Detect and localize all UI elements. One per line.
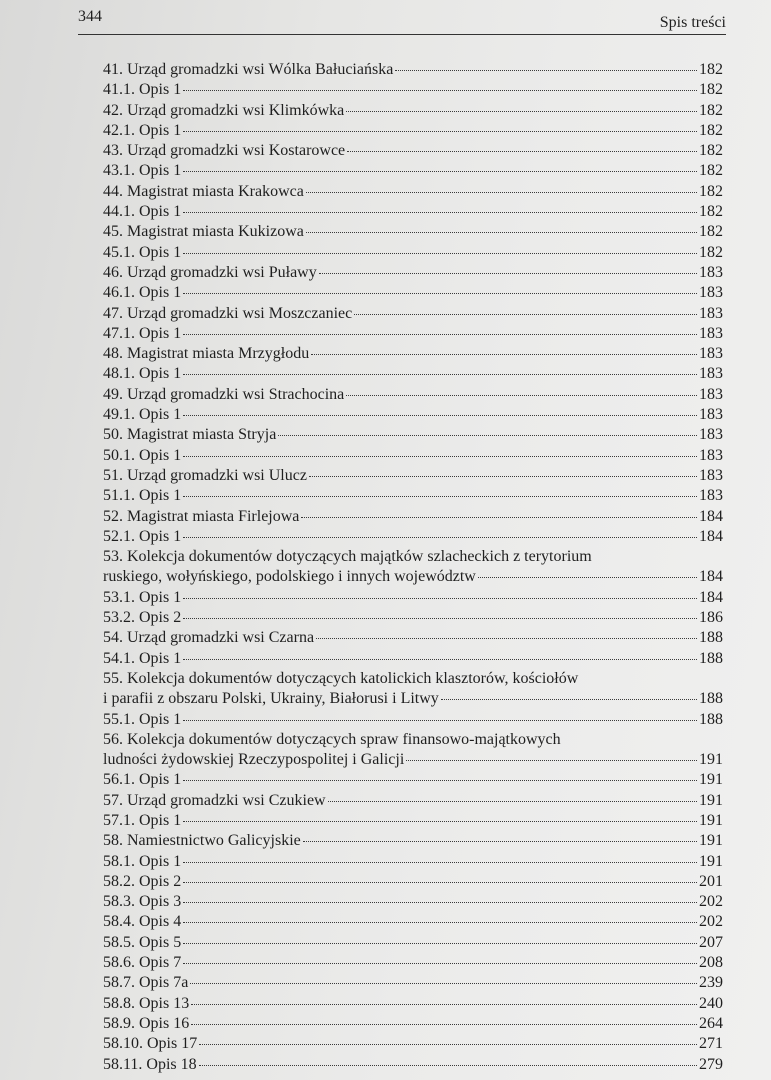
toc-entry <box>103 547 723 588</box>
toc-entry-title: 53.2. Opis 2 <box>103 609 182 627</box>
toc-entry-title: 58.6. Opis 7 <box>103 954 182 972</box>
toc-entry-page-number: 188 <box>699 710 723 728</box>
toc-entry-title: 42.1. Opis 1 <box>103 121 182 139</box>
toc-entry-row <box>103 791 723 811</box>
toc-entry-page-number: 264 <box>699 1014 723 1032</box>
dot-leader <box>183 821 697 822</box>
toc-entry-row <box>103 101 723 121</box>
dot-leader <box>183 618 697 619</box>
toc-entry <box>103 811 723 831</box>
toc-entry-title: 49.1. Opis 1 <box>103 406 182 424</box>
toc-entry-row <box>103 304 723 324</box>
dot-leader <box>183 334 697 335</box>
toc-entry-title: 43.1. Opis 1 <box>103 162 182 180</box>
toc-entry-title: 50. Magistrat miasta Stryja <box>103 426 277 444</box>
dot-leader <box>183 943 697 944</box>
toc-entry <box>103 324 723 344</box>
toc-entry-row <box>103 364 723 384</box>
toc-entry-title: 45. Magistrat miasta Kukizowa <box>103 223 304 241</box>
toc-entry <box>103 628 723 648</box>
toc-entry-page-number: 182 <box>699 81 723 99</box>
toc-entry <box>103 222 723 242</box>
dot-leader <box>183 253 697 254</box>
toc-entry <box>103 588 723 608</box>
toc-entry <box>103 912 723 932</box>
toc-entry-row <box>103 121 723 141</box>
toc-entry-page-number: 182 <box>699 121 723 139</box>
toc-entry-page-number: 183 <box>699 365 723 383</box>
toc-entry-page-number: 239 <box>699 974 723 992</box>
dot-leader <box>311 354 697 355</box>
toc-entry-row <box>103 689 723 709</box>
toc-entry-row <box>103 405 723 425</box>
toc-entry-row <box>103 1034 723 1054</box>
toc-entry-title: 54.1. Opis 1 <box>103 649 182 667</box>
toc-entry-row <box>103 649 723 669</box>
dot-leader <box>309 476 697 477</box>
toc-entry-page-number: 183 <box>699 345 723 363</box>
toc-entry-row <box>103 588 723 608</box>
toc-entry-row <box>103 80 723 100</box>
toc-entry <box>103 405 723 425</box>
toc-entry-page-number: 186 <box>699 609 723 627</box>
toc-entry-row <box>103 141 723 161</box>
toc-entry <box>103 1014 723 1034</box>
toc-entry <box>103 161 723 181</box>
toc-entry-page-number: 191 <box>699 751 723 769</box>
toc-entry <box>103 872 723 892</box>
dot-leader <box>316 638 697 639</box>
toc-entry-page-number: 191 <box>699 852 723 870</box>
toc-entry-title: 43. Urząd gromadzki wsi Kostarowce <box>103 142 346 160</box>
toc-entry-page-number: 184 <box>699 507 723 525</box>
toc-entry-row <box>103 628 723 648</box>
dot-leader <box>406 760 697 761</box>
toc-entry-row <box>103 710 723 730</box>
dot-leader <box>183 922 697 923</box>
dot-leader <box>183 212 697 213</box>
toc-entry-title: 57. Urząd gromadzki wsi Czukiew <box>103 791 326 809</box>
toc-entry-row <box>103 324 723 344</box>
toc-entry-page-number: 202 <box>699 913 723 931</box>
toc-entry-page-number: 184 <box>699 568 723 586</box>
toc-entry-title: 48.1. Opis 1 <box>103 365 182 383</box>
toc-entry <box>103 953 723 973</box>
toc-entry <box>103 669 723 710</box>
toc-entry <box>103 243 723 263</box>
toc-entry-page-number: 191 <box>699 791 723 809</box>
toc-entry-row <box>103 608 723 628</box>
toc-entry-title: 58.10. Opis 17 <box>103 1035 198 1053</box>
toc-entry-title: 58.3. Opis 3 <box>103 893 182 911</box>
toc-entry-title: 56.1. Opis 1 <box>103 771 182 789</box>
toc-entry <box>103 446 723 466</box>
toc-entry <box>103 182 723 202</box>
table-of-contents <box>103 60 723 1075</box>
toc-entry-row <box>103 182 723 202</box>
toc-entry-page-number: 182 <box>699 101 723 119</box>
toc-entry-row <box>103 161 723 181</box>
toc-entry-title: ludności żydowskiej Rzeczypospolitej i Galicji <box>103 751 405 769</box>
toc-entry-page-number: 182 <box>699 243 723 261</box>
toc-entry-page-number: 184 <box>699 588 723 606</box>
toc-entry-page-number: 183 <box>699 263 723 281</box>
toc-entry <box>103 344 723 364</box>
toc-entry <box>103 466 723 486</box>
dot-leader <box>183 131 697 132</box>
toc-entry-row <box>103 994 723 1014</box>
toc-entry <box>103 1034 723 1054</box>
toc-entry <box>103 80 723 100</box>
toc-entry-row <box>103 486 723 506</box>
section-title: Spis treści <box>659 14 726 31</box>
toc-entry-title: 55.1. Opis 1 <box>103 710 182 728</box>
toc-entry-page-number: 188 <box>699 649 723 667</box>
dot-leader <box>183 598 697 599</box>
toc-entry-page-number: 183 <box>699 446 723 464</box>
dot-leader <box>183 456 697 457</box>
toc-entry-page-number: 201 <box>699 872 723 890</box>
dot-leader <box>191 1004 697 1005</box>
dot-leader <box>319 273 697 274</box>
toc-entry-title: 46. Urząd gromadzki wsi Puławy <box>103 263 317 281</box>
toc-entry-title: 47.1. Opis 1 <box>103 324 182 342</box>
toc-entry <box>103 425 723 445</box>
toc-entry-row <box>103 933 723 953</box>
toc-entry <box>103 791 723 811</box>
toc-entry-title: 46.1. Opis 1 <box>103 284 182 302</box>
toc-entry-page-number: 191 <box>699 771 723 789</box>
toc-entry-page-number: 183 <box>699 466 723 484</box>
dot-leader <box>328 801 697 802</box>
dot-leader <box>278 435 697 436</box>
toc-entry-title: 41.1. Opis 1 <box>103 81 182 99</box>
toc-entry-title: 54. Urząd gromadzki wsi Czarna <box>103 629 315 647</box>
toc-entry-title: 58.7. Opis 7a <box>103 974 189 992</box>
toc-entry <box>103 710 723 730</box>
toc-entry-title: 51.1. Opis 1 <box>103 487 182 505</box>
toc-entry-title: 51. Urząd gromadzki wsi Ulucz <box>103 466 307 484</box>
toc-entry-row <box>103 385 723 405</box>
toc-entry-row <box>103 222 723 242</box>
toc-entry-page-number: 188 <box>699 629 723 647</box>
dot-leader <box>183 963 697 964</box>
dot-leader <box>395 70 697 71</box>
toc-entry <box>103 141 723 161</box>
toc-entry-row <box>103 344 723 364</box>
toc-entry-page-number: 182 <box>699 223 723 241</box>
toc-entry <box>103 770 723 790</box>
toc-entry-title-first-line: 53. Kolekcja dokumentów dotyczących majątków szlacheckich z terytorium <box>103 548 592 566</box>
toc-entry <box>103 486 723 506</box>
dot-leader <box>199 1044 697 1045</box>
toc-entry-title: ruskiego, wołyńskiego, podolskiego i innych województw <box>103 568 476 586</box>
toc-entry-row <box>103 750 723 770</box>
toc-entry <box>103 852 723 872</box>
toc-entry <box>103 304 723 324</box>
dot-leader <box>441 699 697 700</box>
dot-leader <box>183 537 697 538</box>
toc-entry-page-number: 183 <box>699 304 723 322</box>
dot-leader <box>183 780 697 781</box>
toc-entry-row <box>103 283 723 303</box>
toc-entry-row <box>103 425 723 445</box>
dot-leader <box>183 720 697 721</box>
toc-entry <box>103 730 723 771</box>
dot-leader <box>183 293 697 294</box>
toc-entry-row <box>103 912 723 932</box>
toc-entry-title: 41. Urząd gromadzki wsi Wólka Bałuciańska <box>103 61 394 78</box>
toc-entry-row <box>103 446 723 466</box>
dot-leader <box>354 314 697 315</box>
toc-entry-title-first-line: 55. Kolekcja dokumentów dotyczących katolickich klasztorów, kościołów <box>103 669 579 687</box>
toc-entry <box>103 202 723 222</box>
toc-entry-title: 58.9. Opis 16 <box>103 1014 190 1032</box>
toc-entry <box>103 831 723 851</box>
dot-leader <box>346 111 697 112</box>
toc-entry-row <box>103 1055 723 1075</box>
toc-entry <box>103 933 723 953</box>
toc-entry-row <box>103 243 723 263</box>
dot-leader <box>183 374 697 375</box>
dot-leader <box>190 983 697 984</box>
toc-entry-row <box>103 263 723 283</box>
toc-entry-row <box>103 953 723 973</box>
dot-leader <box>478 577 697 578</box>
toc-entry-page-number: 183 <box>699 426 723 444</box>
dot-leader <box>183 415 697 416</box>
toc-entry-title-first-line: 56. Kolekcja dokumentów dotyczących spraw finansowo-majątkowych <box>103 730 561 748</box>
toc-entry-page-number: 188 <box>699 690 723 708</box>
toc-entry-page-number: 279 <box>699 1055 723 1073</box>
toc-entry-page-number: 183 <box>699 385 723 403</box>
toc-entry-page-number: 202 <box>699 893 723 911</box>
toc-entry <box>103 60 723 80</box>
toc-entry-title: 44. Magistrat miasta Krakowca <box>103 182 304 200</box>
toc-entry-row <box>103 466 723 486</box>
toc-entry <box>103 1055 723 1075</box>
toc-entry <box>103 892 723 912</box>
toc-entry-row <box>103 60 723 80</box>
toc-entry-row <box>103 567 723 587</box>
toc-entry-title: 52.1. Opis 1 <box>103 527 182 545</box>
toc-entry-title: 49. Urząd gromadzki wsi Strachocina <box>103 385 345 403</box>
toc-entry-row <box>103 1014 723 1034</box>
toc-entry <box>103 101 723 121</box>
toc-entry <box>103 973 723 993</box>
toc-entry <box>103 994 723 1014</box>
toc-entry-page-number: 183 <box>699 406 723 424</box>
toc-entry-row <box>103 872 723 892</box>
toc-entry-title: 58.8. Opis 13 <box>103 994 190 1012</box>
dot-leader <box>183 862 697 863</box>
toc-entry-title: 44.1. Opis 1 <box>103 203 182 221</box>
toc-entry-row <box>103 507 723 527</box>
toc-entry-page-number: 207 <box>699 933 723 951</box>
dot-leader <box>306 192 697 193</box>
toc-entry <box>103 121 723 141</box>
toc-entry-title: 58.5. Opis 5 <box>103 933 182 951</box>
dot-leader <box>183 659 697 660</box>
toc-entry-page-number: 191 <box>699 832 723 850</box>
toc-entry-title: i parafii z obszaru Polski, Ukrainy, Białorusi i Litwy <box>103 690 439 708</box>
toc-entry-page-number: 240 <box>699 994 723 1012</box>
toc-entry-page-number: 182 <box>699 142 723 160</box>
toc-entry <box>103 283 723 303</box>
page-number: 344 <box>78 8 102 25</box>
dot-leader <box>183 171 697 172</box>
toc-entry-title: 58. Namiestnictwo Galicyjskie <box>103 832 301 850</box>
dot-leader <box>346 395 697 396</box>
toc-entry-title: 58.4. Opis 4 <box>103 913 182 931</box>
dot-leader <box>303 841 697 842</box>
toc-entry-title: 47. Urząd gromadzki wsi Moszczaniec <box>103 304 353 322</box>
toc-entry-page-number: 182 <box>699 61 723 78</box>
dot-leader <box>199 1065 697 1066</box>
toc-entry-page-number: 182 <box>699 162 723 180</box>
toc-entry-title: 57.1. Opis 1 <box>103 811 182 829</box>
toc-entry-row <box>103 831 723 851</box>
toc-entry-page-number: 182 <box>699 203 723 221</box>
toc-entry-row <box>103 202 723 222</box>
toc-entry-title: 58.11. Opis 18 <box>103 1055 197 1073</box>
toc-entry-page-number: 183 <box>699 284 723 302</box>
toc-entry-page-number: 183 <box>699 324 723 342</box>
dot-leader <box>183 90 697 91</box>
toc-entry-row <box>103 811 723 831</box>
dot-leader <box>183 496 697 497</box>
toc-entry <box>103 263 723 283</box>
toc-entry-title: 52. Magistrat miasta Firlejowa <box>103 507 300 525</box>
toc-entry-title: 45.1. Opis 1 <box>103 243 182 261</box>
toc-entry <box>103 608 723 628</box>
toc-entry <box>103 649 723 669</box>
toc-entry-row <box>103 527 723 547</box>
toc-entry-row <box>103 973 723 993</box>
toc-entry-title: 42. Urząd gromadzki wsi Klimkówka <box>103 101 345 119</box>
toc-entry-page-number: 182 <box>699 182 723 200</box>
toc-entry-row <box>103 852 723 872</box>
toc-entry-title: 50.1. Opis 1 <box>103 446 182 464</box>
toc-entry-row <box>103 892 723 912</box>
toc-entry <box>103 364 723 384</box>
toc-entry-row <box>103 770 723 790</box>
dot-leader <box>347 151 697 152</box>
toc-entry <box>103 507 723 527</box>
toc-entry-page-number: 184 <box>699 527 723 545</box>
running-header <box>78 4 726 35</box>
toc-entry-page-number: 271 <box>699 1035 723 1053</box>
dot-leader <box>306 232 697 233</box>
toc-entry <box>103 527 723 547</box>
toc-entry <box>103 385 723 405</box>
toc-entry-title: 53.1. Opis 1 <box>103 588 182 606</box>
toc-entry-page-number: 191 <box>699 811 723 829</box>
dot-leader <box>191 1024 697 1025</box>
dot-leader <box>301 517 697 518</box>
toc-entry-page-number: 208 <box>699 954 723 972</box>
dot-leader <box>183 882 697 883</box>
toc-entry-page-number: 183 <box>699 487 723 505</box>
toc-entry-title: 58.2. Opis 2 <box>103 872 182 890</box>
toc-entry-title: 48. Magistrat miasta Mrzygłodu <box>103 345 310 363</box>
dot-leader <box>183 902 697 903</box>
toc-entry-title: 58.1. Opis 1 <box>103 852 182 870</box>
